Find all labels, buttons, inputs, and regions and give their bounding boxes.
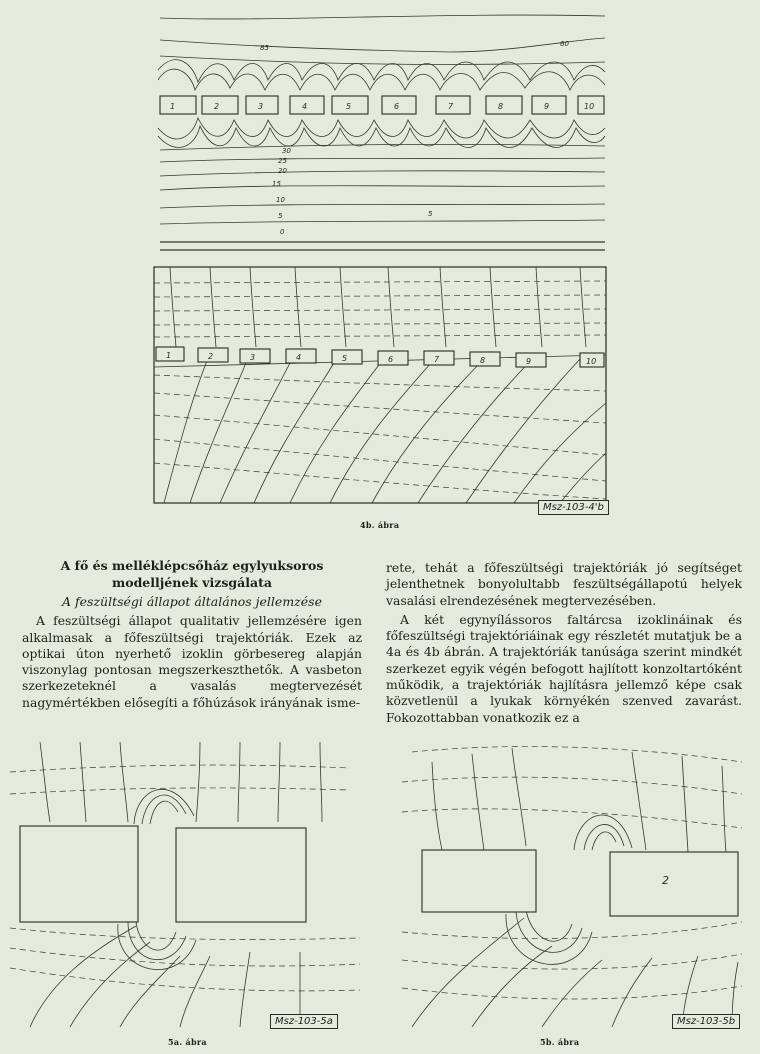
hole-label: 5: [346, 102, 352, 111]
right-column: [386, 560, 742, 726]
contour-plot: [150, 10, 615, 255]
hole-label: 10: [584, 102, 595, 111]
hole-label: 3: [258, 102, 264, 111]
figure-4b-stamp: Msz-103-4'b: [538, 500, 609, 515]
hole-label: 3: [250, 353, 256, 362]
hole-label: 5: [342, 354, 348, 363]
section-heading-line-2: modelljének vizsgálata: [112, 574, 272, 590]
contour-label: 60: [560, 40, 569, 48]
contour-label: 20: [278, 167, 287, 175]
contour-label: 85: [260, 44, 269, 52]
hole-label: 8: [498, 102, 504, 111]
hole-label: 4: [302, 102, 308, 111]
section-subheading: A feszültségi állapot általános jellemzése: [62, 594, 322, 609]
contour-label: 10: [276, 196, 285, 204]
hole-label: 9: [526, 357, 532, 366]
figure-5b: [392, 742, 754, 1027]
figure-5a-caption: 5a. ábra: [168, 1037, 207, 1047]
hole-label: 10: [586, 357, 597, 366]
figure-4b-caption: 4b. ábra: [360, 520, 400, 530]
hole-label: 7: [448, 102, 454, 111]
trajectory-plot: [150, 263, 615, 508]
contour-label: 0: [280, 228, 285, 236]
contour-label: 15: [272, 180, 281, 188]
hole-label: 7: [434, 355, 440, 364]
hole-label: 2: [208, 352, 214, 361]
body-paragraph: A két egynyílássoros faltárcsa izoklináinak és főfeszültségi trajektóriáinak egy részletét mutatjuk be a 4a és 4b ábrán. A trajektóriák tanúsága szerint mindkét szerkezet egyik végén befogott hajlított konzoltartóként működik, a trajektóriák hajlításra jellemző képe csak közvetlenül a lyukak környékén szenved zavarást. Fokozottabban vonatkozik ez a: [386, 611, 742, 725]
hole-label: 2: [214, 102, 220, 111]
contour-labels: [260, 40, 569, 236]
contour-label: 5: [278, 212, 283, 220]
body-paragraph: A feszültségi állapot qualitativ jellemzésére igen alkalmasak a főfeszültségi trajektóriák. Ezek az optikai úton nyerhető izoklin görbesereg alapján viszonylag pontosan megszerkeszthetők. A vasbeton szerkezeteknél a vasalás megtervezését nagymértékben elősegíti a főhúzások irányának isme-: [22, 613, 362, 710]
section-heading-line-1: A fő és melléklépcsőház egylyuksoros: [60, 558, 324, 573]
hole-label: 1: [170, 102, 176, 111]
hole-label: 2: [662, 874, 669, 887]
trajectory-detail-5a: [10, 742, 370, 1027]
figure-4b: [150, 10, 615, 515]
hole-label: 1: [166, 351, 172, 360]
body-paragraph: rete, tehát a főfeszültségi trajektóriák jó segítséget jelenthetnek bonyolultabb feszültségállapotú helyek vasalási elrendezésének megtervezésében.: [386, 560, 742, 608]
figure-5b-stamp: Msz-103-5b: [672, 1014, 740, 1029]
contour-label: 5: [428, 210, 433, 218]
contour-label: 25: [278, 157, 287, 165]
hole-label: 4: [296, 353, 302, 362]
section-heading: [22, 558, 362, 591]
figure-5b-caption: 5b. ábra: [540, 1037, 580, 1047]
figure-5a: [10, 742, 370, 1027]
contour-label: 30: [282, 147, 291, 155]
figure-5a-stamp: Msz-103-5a: [270, 1014, 338, 1029]
hole-label: 6: [394, 102, 400, 111]
hole-label: 8: [480, 356, 486, 365]
hole-label: 6: [388, 355, 394, 364]
left-column: [22, 558, 362, 711]
trajectory-detail-5b: [392, 742, 754, 1027]
hole-label: 9: [544, 102, 550, 111]
